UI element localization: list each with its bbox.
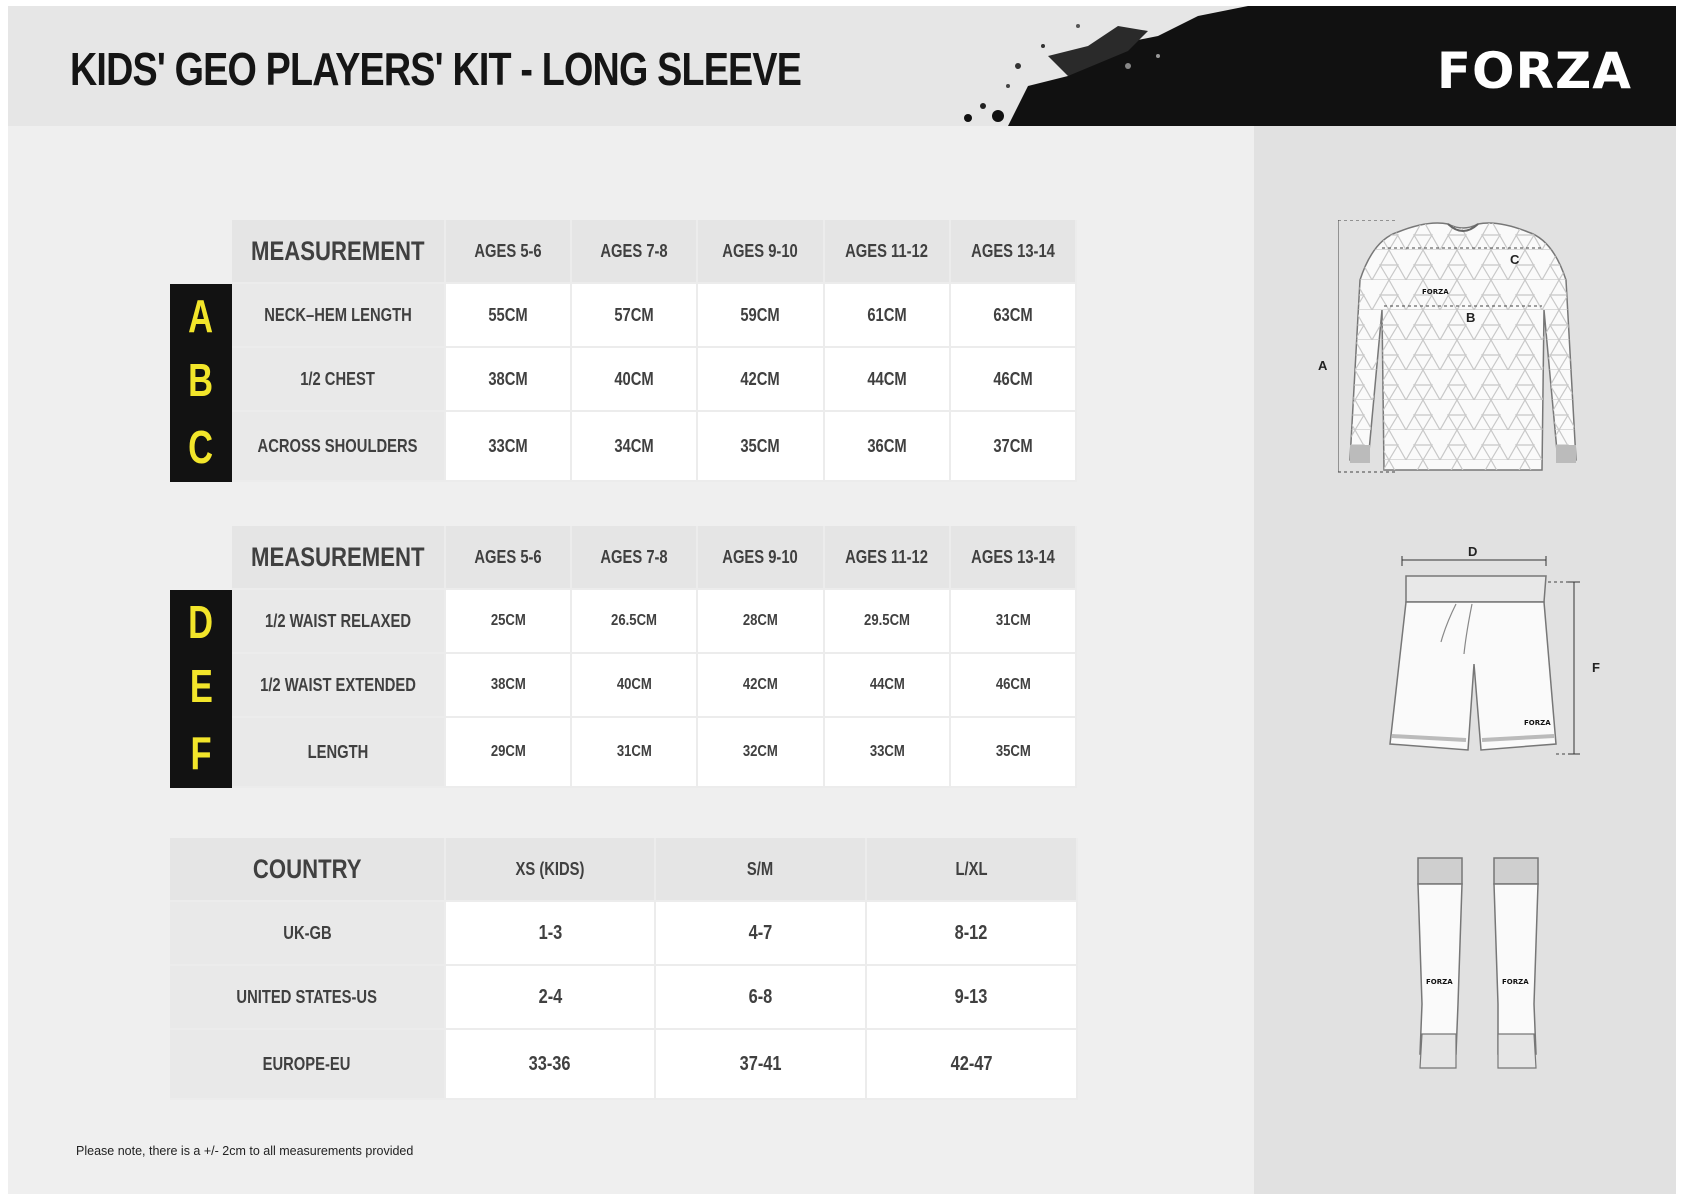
table-cell: 6-8 (656, 966, 867, 1030)
table-cell: 33CM (446, 412, 572, 482)
header-size: L/XL (867, 838, 1078, 902)
dim-label-a: A (1318, 358, 1328, 373)
table-row (232, 718, 1077, 788)
row-label: 1/2 WAIST EXTENDED (232, 654, 446, 718)
header-age: AGES 11-12 (825, 220, 951, 284)
table-cell: 29CM (446, 718, 572, 788)
page-title: KIDS' GEO PLAYERS' KIT - LONG SLEEVE (70, 43, 802, 95)
measurement-letter-f: F (170, 718, 232, 788)
table-cell: 36CM (825, 412, 951, 482)
table-cell: 44CM (825, 654, 951, 718)
shorts-illustration (1386, 554, 1616, 764)
header-age: AGES 7-8 (572, 526, 698, 590)
table-row (170, 1030, 1078, 1100)
header-age: AGES 9-10 (698, 220, 825, 284)
table-cell: 55CM (446, 284, 572, 348)
header-measurement: MEASUREMENT (232, 220, 446, 284)
dim-label-b: B (1466, 310, 1476, 325)
header-country: COUNTRY (170, 838, 446, 902)
table-cell: 63CM (951, 284, 1077, 348)
row-label: ACROSS SHOULDERS (232, 412, 446, 482)
shirt-illustration (1338, 220, 1588, 500)
table-cell: 8-12 (867, 902, 1078, 966)
table-cell: 1-3 (446, 902, 656, 966)
header-age: AGES 5-6 (446, 526, 572, 590)
header-age: AGES 11-12 (825, 526, 951, 590)
table-cell: 29.5CM (825, 590, 951, 654)
forza-logo: FORZA (1436, 42, 1632, 100)
table-row (232, 348, 1077, 412)
size-guide-page (8, 6, 1676, 1194)
table-cell: 61CM (825, 284, 951, 348)
dim-label-d: D (1468, 544, 1478, 559)
socks-illustration (1408, 854, 1548, 1094)
table-cell: 44CM (825, 348, 951, 412)
row-label: LENGTH (232, 718, 446, 788)
header-age: AGES 5-6 (446, 220, 572, 284)
measurement-letter-b: B (170, 348, 232, 412)
table-row (232, 654, 1077, 718)
measurement-letter-a: A (170, 284, 232, 348)
table-cell: 42CM (698, 654, 825, 718)
table-cell: 28CM (698, 590, 825, 654)
table-cell: 38CM (446, 348, 572, 412)
header-age: AGES 7-8 (572, 220, 698, 284)
row-label: EUROPE-EU (170, 1030, 446, 1100)
table-cell: 33CM (825, 718, 951, 788)
table-row (232, 590, 1077, 654)
table-cell: 37-41 (656, 1030, 867, 1100)
table-row (232, 284, 1077, 348)
shirt-brand-mark: FORZA (1422, 288, 1449, 296)
table-cell: 31CM (572, 718, 698, 788)
header-age: AGES 13-14 (951, 526, 1077, 590)
table-cell: 42-47 (867, 1030, 1078, 1100)
dim-label-c: C (1510, 252, 1520, 267)
table-row (170, 966, 1078, 1030)
table-cell: 2-4 (446, 966, 656, 1030)
measurement-letter-d: D (170, 590, 232, 654)
table-cell: 40CM (572, 654, 698, 718)
table-cell: 46CM (951, 348, 1077, 412)
table-header-row (232, 526, 1077, 590)
table-cell: 25CM (446, 590, 572, 654)
table-cell: 33-36 (446, 1030, 656, 1100)
row-label: UNITED STATES-US (170, 966, 446, 1030)
table-cell: 4-7 (656, 902, 867, 966)
table-cell: 57CM (572, 284, 698, 348)
table-header-row (232, 220, 1077, 284)
table-cell: 37CM (951, 412, 1077, 482)
table-cell: 9-13 (867, 966, 1078, 1030)
sock-brand-right: FORZA (1502, 978, 1529, 986)
header-size: XS (KIDS) (446, 838, 656, 902)
header-age: AGES 13-14 (951, 220, 1077, 284)
table-cell: 59CM (698, 284, 825, 348)
table-cell: 34CM (572, 412, 698, 482)
shorts-brand-mark: FORZA (1524, 719, 1551, 727)
table-row (170, 902, 1078, 966)
measurement-note: Please note, there is a +/- 2cm to all measurements provided (76, 1144, 414, 1158)
table-cell: 26.5CM (572, 590, 698, 654)
measurement-letter-e: E (170, 654, 232, 718)
table-cell: 35CM (951, 718, 1077, 788)
sock-brand-left: FORZA (1426, 978, 1453, 986)
table-cell: 38CM (446, 654, 572, 718)
table-row (232, 412, 1077, 482)
dim-label-f: F (1592, 660, 1600, 675)
table-cell: 40CM (572, 348, 698, 412)
table-cell: 31CM (951, 590, 1077, 654)
header-measurement: MEASUREMENT (232, 526, 446, 590)
header-age: AGES 9-10 (698, 526, 825, 590)
row-label: NECK–HEM LENGTH (232, 284, 446, 348)
row-label: 1/2 WAIST RELAXED (232, 590, 446, 654)
header-banner (8, 6, 1676, 126)
table-cell: 46CM (951, 654, 1077, 718)
table-header-row (170, 838, 1078, 902)
table-cell: 32CM (698, 718, 825, 788)
row-label: UK-GB (170, 902, 446, 966)
header-size: S/M (656, 838, 867, 902)
table-cell: 42CM (698, 348, 825, 412)
row-label: 1/2 CHEST (232, 348, 446, 412)
measurement-letter-c: C (170, 412, 232, 482)
table-cell: 35CM (698, 412, 825, 482)
